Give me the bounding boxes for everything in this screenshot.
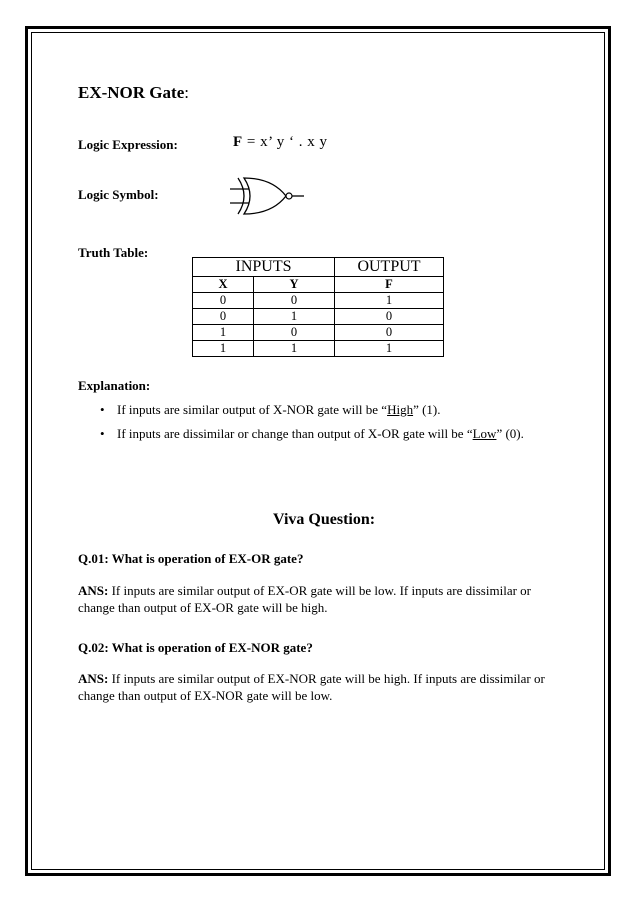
logic-symbol-label: Logic Symbol: bbox=[78, 187, 159, 202]
column-header-y: Y bbox=[254, 277, 335, 293]
bullet-icon: • bbox=[100, 402, 105, 417]
table-cell: 1 bbox=[254, 341, 335, 357]
table-row bbox=[193, 309, 444, 325]
viva-title: Viva Question: bbox=[273, 511, 376, 528]
truth-table-label: Truth Table: bbox=[78, 245, 149, 260]
table-cell: 0 bbox=[335, 309, 444, 325]
truth-table bbox=[192, 257, 444, 357]
logic-expression-label: Logic Expression: bbox=[78, 137, 178, 152]
answer-1: ANS: If inputs are similar output of EX-OR gate will be low. If inputs are dissimilar or change than output of EX-OR gate will be high. bbox=[78, 583, 531, 615]
page-title: EX-NOR Gate: bbox=[78, 83, 189, 102]
table-cell: 1 bbox=[254, 309, 335, 325]
table-row bbox=[193, 325, 444, 341]
logic-expression: F = x’ y ‘ . x y bbox=[233, 134, 328, 150]
question-1: Q.01: What is operation of EX-OR gate? bbox=[78, 551, 304, 566]
table-cell: 1 bbox=[193, 341, 254, 357]
table-row bbox=[193, 341, 444, 357]
question-2: Q.02: What is operation of EX-NOR gate? bbox=[78, 640, 313, 655]
truth-table-group-header-row bbox=[193, 258, 444, 277]
table-cell: 0 bbox=[193, 293, 254, 309]
output-header: OUTPUT bbox=[335, 258, 444, 277]
explanation-label: Explanation: bbox=[78, 378, 151, 393]
table-cell: 0 bbox=[254, 325, 335, 341]
truth-table-column-header-row bbox=[193, 277, 444, 293]
table-cell: 0 bbox=[335, 325, 444, 341]
high-link-text: High bbox=[387, 402, 414, 417]
table-cell: 1 bbox=[193, 325, 254, 341]
table-cell: 0 bbox=[254, 293, 335, 309]
inputs-header: INPUTS bbox=[193, 258, 335, 277]
page-border-inner bbox=[31, 32, 605, 870]
table-cell: 0 bbox=[193, 309, 254, 325]
column-header-f: F bbox=[335, 277, 444, 293]
table-cell: 1 bbox=[335, 293, 444, 309]
answer-2: ANS: If inputs are similar output of EX-NOR gate will be high. If inputs are dissimilar or change than output of EX-NOR gate will be low. bbox=[78, 671, 545, 703]
low-link-text: Low bbox=[472, 426, 497, 441]
column-header-x: X bbox=[193, 277, 254, 293]
xnor-gate-icon bbox=[228, 176, 308, 216]
table-cell: 1 bbox=[335, 341, 444, 357]
bullet-icon: • bbox=[100, 426, 105, 441]
table-row bbox=[193, 293, 444, 309]
